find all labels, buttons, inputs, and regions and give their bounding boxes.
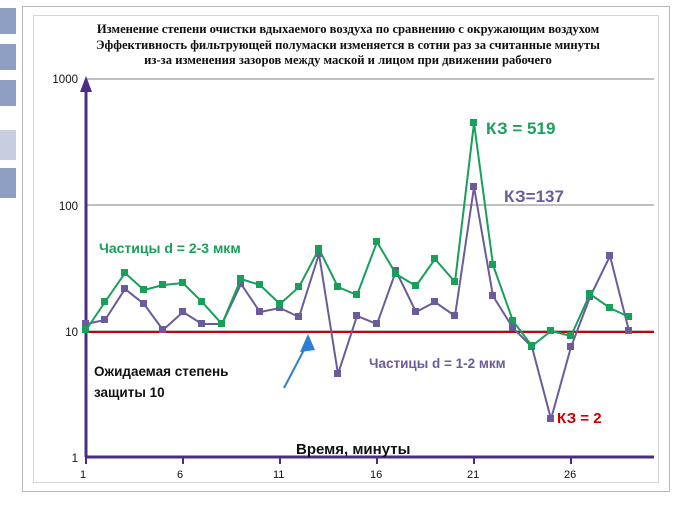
band-block-1	[0, 8, 16, 34]
ytick-label-1000: 1000	[52, 74, 78, 86]
callout-leader-line	[284, 346, 306, 388]
series-label-purple: Частицы d = 1-2 мкм	[369, 356, 506, 371]
xtick-label-21: 21	[467, 469, 480, 481]
slide-card	[22, 6, 670, 492]
expected-protection-label-line1: Ожидаемая степень	[94, 364, 229, 379]
xtick-label-16: 16	[370, 469, 383, 481]
slide-inner-frame	[33, 15, 659, 483]
ytick-label-10: 10	[65, 327, 78, 339]
ytick-label-1: 1	[71, 453, 78, 465]
title-line-3: из-за изменения зазоров между маской и лицом при движении рабочего	[144, 53, 552, 68]
xtick-label-11: 11	[273, 469, 285, 481]
x-axis-title: Время, минуты	[296, 441, 411, 458]
band-block-3	[0, 80, 16, 106]
band-block-4	[0, 130, 16, 160]
chart-area	[34, 16, 660, 482]
band-block-2	[0, 44, 16, 70]
xtick-label-6: 6	[177, 469, 184, 481]
band-block-5	[0, 168, 16, 198]
annotation-kz-519: КЗ = 519	[486, 119, 556, 138]
title-line-1: Изменение степени очистки вдыхаемого воздуха по сравнению с окружающим воздухом	[96, 22, 600, 36]
annotation-kz-2: КЗ = 2	[557, 410, 602, 427]
ytick-label-100: 100	[58, 201, 78, 213]
expected-protection-label-line2: защиты 10	[94, 385, 165, 400]
series-label-green: Частицы d = 2-3 мкм	[99, 240, 241, 256]
y-axis-arrow	[80, 76, 92, 92]
callout-arrow	[300, 334, 315, 352]
annotation-kz-137: КЗ=137	[504, 187, 564, 206]
chart-svg	[34, 16, 660, 482]
title-line-2: Эффективность фильтрующей полумаски изменяется в сотни раз за считанные минуты	[96, 37, 600, 52]
xtick-label-1: 1	[80, 469, 87, 481]
decorative-left-band	[0, 0, 22, 512]
xtick-label-26: 26	[564, 469, 577, 481]
